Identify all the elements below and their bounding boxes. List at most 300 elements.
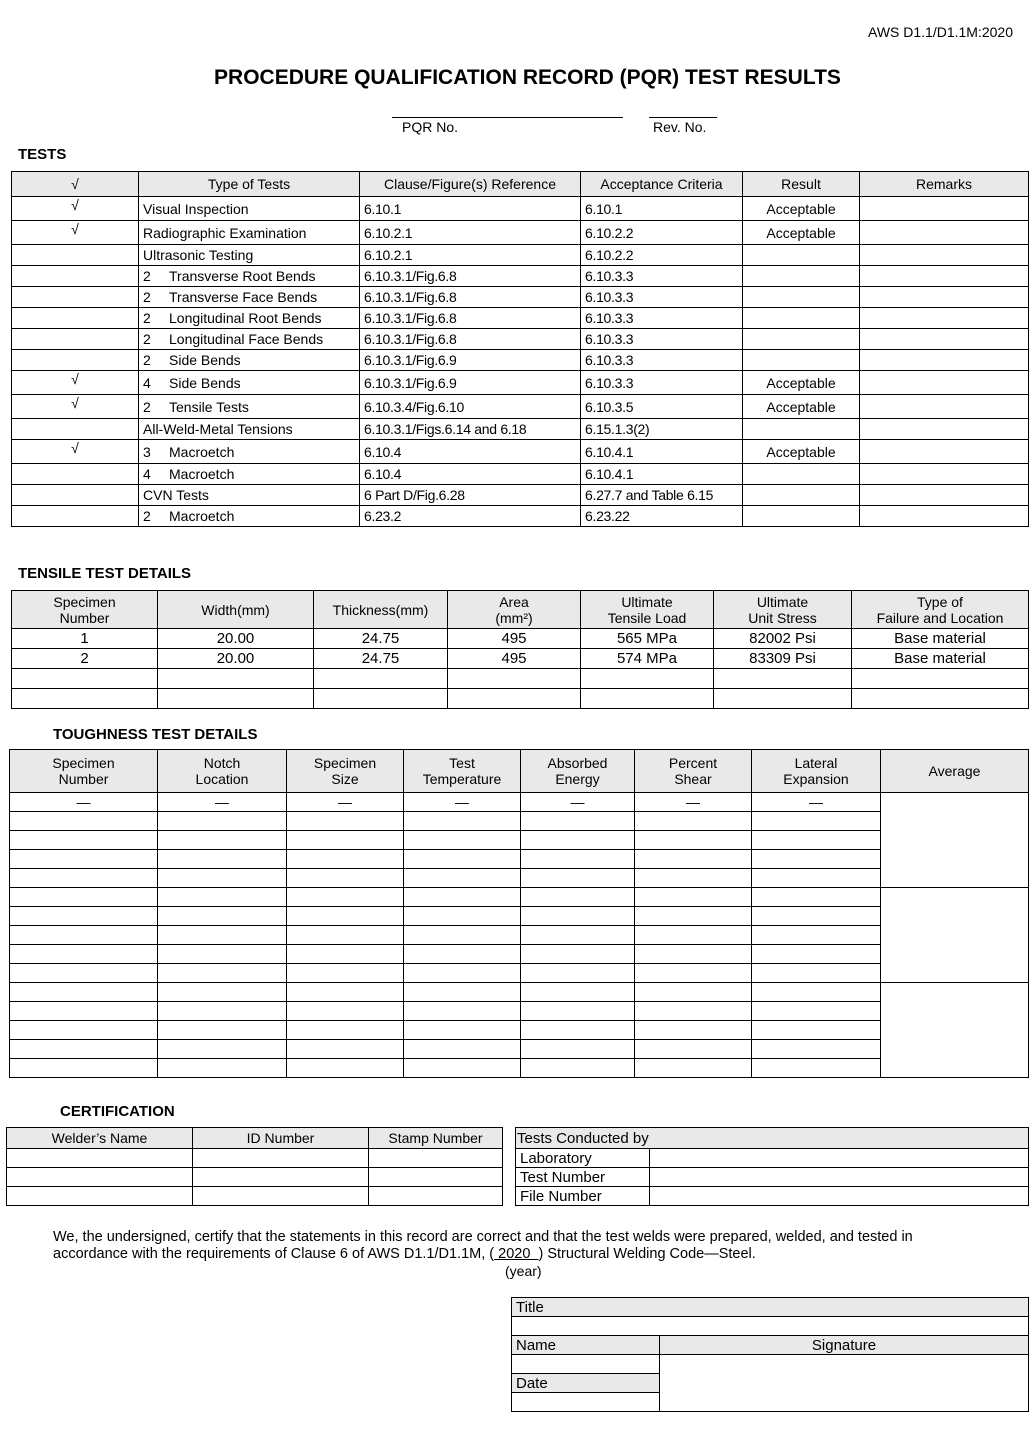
- toughness-cell[interactable]: [404, 907, 521, 926]
- check-mark[interactable]: √: [12, 197, 139, 221]
- test-type-label: Side Bends: [169, 374, 241, 391]
- tensile-cell[interactable]: 1: [12, 629, 158, 649]
- remarks-cell[interactable]: [860, 197, 1029, 221]
- id-number-cell[interactable]: [193, 1187, 369, 1206]
- test-type-label: Side Bends: [169, 352, 241, 368]
- toughness-row: [10, 888, 1029, 907]
- toughness-cell[interactable]: [10, 907, 158, 926]
- toughness-cell[interactable]: [752, 831, 881, 850]
- average-cell[interactable]: [881, 983, 1029, 1078]
- header-line: Ultimate: [756, 593, 809, 610]
- result-cell[interactable]: Acceptable: [743, 440, 860, 464]
- header-line: Absorbed: [547, 755, 608, 771]
- toughness-cell[interactable]: [10, 945, 158, 964]
- remarks-cell[interactable]: [860, 395, 1029, 419]
- clause-reference: 6.10.3.1/Fig.6.8: [360, 266, 581, 287]
- tensile-cell[interactable]: 83309 Psi: [714, 649, 852, 669]
- acceptance-criteria: 6.10.3.3: [581, 371, 743, 395]
- toughness-cell[interactable]: [635, 945, 752, 964]
- toughness-cell[interactable]: [158, 1002, 287, 1021]
- toughness-cell[interactable]: [635, 1002, 752, 1021]
- toughness-cell[interactable]: [752, 983, 881, 1002]
- header-line: Expansion: [783, 771, 849, 787]
- test-type-cell: [139, 485, 360, 506]
- toughness-table: [9, 749, 1029, 1078]
- result-cell[interactable]: [743, 506, 860, 527]
- remarks-cell[interactable]: [860, 245, 1029, 266]
- tensile-col-header: [158, 591, 314, 629]
- toughness-cell[interactable]: [158, 1021, 287, 1040]
- remarks-cell[interactable]: [860, 350, 1029, 371]
- test-type-label: Macroetch: [169, 443, 235, 460]
- result-cell[interactable]: [743, 464, 860, 485]
- toughness-cell[interactable]: —: [752, 793, 881, 812]
- toughness-cell[interactable]: [404, 1021, 521, 1040]
- remarks-cell[interactable]: [860, 464, 1029, 485]
- date-field[interactable]: [512, 1393, 660, 1412]
- date-label: Date: [512, 1374, 660, 1393]
- toughness-cell[interactable]: [404, 964, 521, 983]
- tensile-cell[interactable]: Base material: [852, 649, 1029, 669]
- check-mark[interactable]: [12, 266, 139, 287]
- col-remarks: Remarks: [860, 172, 1029, 197]
- check-mark[interactable]: [12, 419, 139, 440]
- toughness-cell[interactable]: [635, 1040, 752, 1059]
- col-check: √: [12, 172, 139, 197]
- toughness-cell[interactable]: [635, 983, 752, 1002]
- tensile-cell[interactable]: [714, 669, 852, 689]
- toughness-cell[interactable]: [521, 945, 635, 964]
- toughness-cell[interactable]: [635, 831, 752, 850]
- toughness-row: [10, 907, 1029, 926]
- clause-reference: 6.10.2.1: [360, 245, 581, 266]
- tensile-cell[interactable]: [448, 669, 581, 689]
- year-field[interactable]: 2020: [494, 1246, 539, 1262]
- result-cell[interactable]: Acceptable: [743, 395, 860, 419]
- tests-section-title: TESTS: [18, 146, 67, 163]
- test-type-cell: [139, 371, 360, 395]
- toughness-row: [10, 964, 1029, 983]
- toughness-cell[interactable]: [10, 964, 158, 983]
- statement-line-1: We, the undersigned, certify that the statements in this record are correct and that the test welds were prepared, welded, and tested in: [53, 1229, 913, 1245]
- toughness-cell[interactable]: [158, 831, 287, 850]
- tensile-cell[interactable]: [714, 689, 852, 709]
- toughness-cell[interactable]: [404, 831, 521, 850]
- tensile-cell[interactable]: [852, 669, 1029, 689]
- toughness-cell[interactable]: [521, 812, 635, 831]
- tensile-cell[interactable]: 2: [12, 649, 158, 669]
- toughness-cell[interactable]: [404, 812, 521, 831]
- clause-reference: 6.10.3.1/Fig.6.8: [360, 287, 581, 308]
- toughness-cell[interactable]: [635, 869, 752, 888]
- test-row: [12, 245, 1029, 266]
- col-criteria: Acceptance Criteria: [581, 172, 743, 197]
- toughness-row: [10, 1021, 1029, 1040]
- check-mark[interactable]: [12, 464, 139, 485]
- certification-statement: [53, 1229, 953, 1263]
- welder-name-cell[interactable]: [7, 1149, 193, 1168]
- tensile-cell[interactable]: Base material: [852, 629, 1029, 649]
- result-cell[interactable]: [743, 308, 860, 329]
- toughness-cell[interactable]: [521, 869, 635, 888]
- toughness-cell[interactable]: [10, 869, 158, 888]
- toughness-cell[interactable]: [752, 850, 881, 869]
- col-type: Type of Tests: [139, 172, 360, 197]
- acceptance-criteria: 6.10.3.3: [581, 266, 743, 287]
- toughness-cell[interactable]: [287, 907, 404, 926]
- average-cell[interactable]: [881, 793, 1029, 888]
- tensile-col-header: [314, 591, 448, 629]
- remarks-cell[interactable]: [860, 221, 1029, 245]
- header-line: Energy: [555, 771, 600, 787]
- header-line: Type of: [917, 593, 963, 610]
- tests-table: [11, 171, 1029, 527]
- header-line: Specimen: [313, 755, 377, 771]
- test-row: [12, 506, 1029, 527]
- test-row: [12, 440, 1029, 464]
- check-mark[interactable]: √: [12, 371, 139, 395]
- toughness-cell[interactable]: [521, 983, 635, 1002]
- tensile-cell[interactable]: [158, 669, 314, 689]
- remarks-cell[interactable]: [860, 440, 1029, 464]
- toughness-cell[interactable]: [404, 888, 521, 907]
- remarks-cell[interactable]: [860, 308, 1029, 329]
- toughness-cell[interactable]: [404, 926, 521, 945]
- header-line: Test: [449, 755, 475, 771]
- tensile-col-header: [852, 591, 1029, 629]
- header-line: Area: [499, 593, 529, 610]
- welder-name-cell[interactable]: [7, 1168, 193, 1187]
- toughness-cell[interactable]: [752, 869, 881, 888]
- tensile-cell[interactable]: 574 MPa: [581, 649, 714, 669]
- toughness-cell[interactable]: [287, 926, 404, 945]
- toughness-cell[interactable]: [521, 831, 635, 850]
- toughness-row: [10, 1040, 1029, 1059]
- test-type-cell: [139, 395, 360, 419]
- toughness-cell[interactable]: [404, 1002, 521, 1021]
- result-cell[interactable]: [743, 329, 860, 350]
- toughness-cell[interactable]: —: [635, 793, 752, 812]
- toughness-cell[interactable]: —: [404, 793, 521, 812]
- toughness-cell[interactable]: —: [521, 793, 635, 812]
- stamp-number-cell[interactable]: [369, 1149, 503, 1168]
- header-line: (mm²): [495, 609, 533, 626]
- toughness-cell[interactable]: [521, 1021, 635, 1040]
- toughness-cell[interactable]: [287, 831, 404, 850]
- test-row: [12, 419, 1029, 440]
- toughness-cell[interactable]: [635, 1021, 752, 1040]
- toughness-cell[interactable]: —: [10, 793, 158, 812]
- toughness-cell[interactable]: [10, 850, 158, 869]
- toughness-cell[interactable]: [752, 1021, 881, 1040]
- check-mark[interactable]: [12, 350, 139, 371]
- toughness-col-header: [158, 750, 287, 793]
- check-mark[interactable]: [12, 506, 139, 527]
- toughness-cell[interactable]: [752, 945, 881, 964]
- file-number-label: File Number: [516, 1187, 650, 1206]
- clause-reference: 6.10.4: [360, 440, 581, 464]
- toughness-row: [10, 926, 1029, 945]
- toughness-cell[interactable]: [752, 907, 881, 926]
- toughness-cell[interactable]: [287, 869, 404, 888]
- toughness-cell[interactable]: [287, 983, 404, 1002]
- toughness-cell[interactable]: [158, 983, 287, 1002]
- toughness-cell[interactable]: [752, 964, 881, 983]
- toughness-cell[interactable]: [10, 1021, 158, 1040]
- clause-reference: 6.23.2: [360, 506, 581, 527]
- stamp-number-cell[interactable]: [369, 1168, 503, 1187]
- toughness-cell[interactable]: [404, 869, 521, 888]
- tensile-cell[interactable]: [852, 689, 1029, 709]
- toughness-cell[interactable]: —: [287, 793, 404, 812]
- tensile-cell[interactable]: [448, 689, 581, 709]
- toughness-cell[interactable]: [10, 831, 158, 850]
- toughness-cell[interactable]: [158, 1040, 287, 1059]
- tensile-cell[interactable]: [12, 669, 158, 689]
- tensile-cell[interactable]: 24.75: [314, 649, 448, 669]
- toughness-cell[interactable]: [287, 945, 404, 964]
- average-cell[interactable]: [881, 888, 1029, 983]
- header-line: Size: [331, 771, 359, 787]
- acceptance-criteria: 6.10.1: [581, 197, 743, 221]
- toughness-row: [10, 1002, 1029, 1021]
- header-line: Ultimate: [621, 593, 673, 610]
- test-type-label: Longitudinal Root Bends: [169, 310, 322, 326]
- test-row: [12, 308, 1029, 329]
- tensile-cell[interactable]: 495: [448, 629, 581, 649]
- toughness-cell[interactable]: [404, 850, 521, 869]
- welder-name-cell[interactable]: [7, 1187, 193, 1206]
- id-number-cell[interactable]: [193, 1149, 369, 1168]
- col-clause: Clause/Figure(s) Reference: [360, 172, 581, 197]
- toughness-cell[interactable]: [521, 926, 635, 945]
- toughness-cell[interactable]: [635, 964, 752, 983]
- tensile-cell[interactable]: [158, 689, 314, 709]
- remarks-cell[interactable]: [860, 419, 1029, 440]
- toughness-cell[interactable]: [287, 888, 404, 907]
- toughness-cell[interactable]: [635, 850, 752, 869]
- toughness-cell[interactable]: [287, 1059, 404, 1078]
- test-type-cell: [139, 221, 360, 245]
- tensile-cell[interactable]: [314, 689, 448, 709]
- result-cell[interactable]: Acceptable: [743, 221, 860, 245]
- result-cell[interactable]: [743, 287, 860, 308]
- tensile-cell[interactable]: 24.75: [314, 629, 448, 649]
- check-mark[interactable]: √: [12, 221, 139, 245]
- toughness-cell[interactable]: [752, 1059, 881, 1078]
- col-welder-name: Welder’s Name: [7, 1128, 193, 1149]
- test-type-cell: [139, 266, 360, 287]
- toughness-cell[interactable]: [10, 812, 158, 831]
- result-cell[interactable]: [743, 350, 860, 371]
- file-number-field[interactable]: [650, 1187, 1029, 1206]
- tensile-cell[interactable]: 495: [448, 649, 581, 669]
- toughness-cell[interactable]: [521, 964, 635, 983]
- remarks-cell[interactable]: [860, 287, 1029, 308]
- check-mark[interactable]: [12, 485, 139, 506]
- tests-conducted-table: [515, 1127, 1029, 1206]
- toughness-cell[interactable]: [635, 907, 752, 926]
- test-type-label: Ultrasonic Testing: [143, 247, 254, 263]
- acceptance-criteria: 6.23.22: [581, 506, 743, 527]
- tensile-cell[interactable]: [12, 689, 158, 709]
- test-type-label: Macroetch: [169, 508, 235, 524]
- header-line: Width(mm): [201, 601, 270, 618]
- toughness-cell[interactable]: [287, 812, 404, 831]
- toughness-cell[interactable]: [10, 983, 158, 1002]
- toughness-cell[interactable]: —: [158, 793, 287, 812]
- toughness-cell[interactable]: [635, 926, 752, 945]
- acceptance-criteria: 6.10.3.3: [581, 329, 743, 350]
- tensile-cell[interactable]: [581, 669, 714, 689]
- toughness-cell[interactable]: [158, 907, 287, 926]
- tensile-cell[interactable]: 82002 Psi: [714, 629, 852, 649]
- acceptance-criteria: 6.10.3.3: [581, 350, 743, 371]
- toughness-col-header: [10, 750, 158, 793]
- clause-reference: 6.10.3.1/Fig.6.9: [360, 371, 581, 395]
- test-row: [12, 266, 1029, 287]
- toughness-section-title: TOUGHNESS TEST DETAILS: [53, 726, 258, 743]
- tensile-cell[interactable]: [581, 689, 714, 709]
- toughness-cell[interactable]: [10, 1059, 158, 1078]
- result-cell[interactable]: [743, 485, 860, 506]
- toughness-cell[interactable]: [158, 964, 287, 983]
- result-cell[interactable]: Acceptable: [743, 197, 860, 221]
- toughness-cell[interactable]: [521, 850, 635, 869]
- toughness-cell[interactable]: [158, 945, 287, 964]
- toughness-cell[interactable]: [752, 1002, 881, 1021]
- tensile-col-header: [581, 591, 714, 629]
- title-field[interactable]: [512, 1317, 1029, 1336]
- toughness-cell[interactable]: [752, 888, 881, 907]
- toughness-cell[interactable]: [287, 1040, 404, 1059]
- check-mark[interactable]: [12, 245, 139, 266]
- test-type-cell: [139, 329, 360, 350]
- header-line: Shear: [674, 771, 712, 787]
- toughness-cell[interactable]: [10, 1002, 158, 1021]
- test-row: [12, 197, 1029, 221]
- result-cell[interactable]: [743, 245, 860, 266]
- check-mark[interactable]: [12, 308, 139, 329]
- pqr-no-field[interactable]: [392, 117, 623, 118]
- col-stamp-number: Stamp Number: [369, 1128, 503, 1149]
- test-number-field[interactable]: [650, 1168, 1029, 1187]
- remarks-cell[interactable]: [860, 506, 1029, 527]
- test-type-label: Tensile Tests: [169, 398, 249, 415]
- pqr-no-label: PQR No.: [402, 119, 459, 135]
- toughness-cell[interactable]: [287, 850, 404, 869]
- tensile-cell[interactable]: [314, 669, 448, 689]
- toughness-cell[interactable]: [635, 888, 752, 907]
- toughness-cell[interactable]: [10, 888, 158, 907]
- result-cell[interactable]: Acceptable: [743, 371, 860, 395]
- result-cell[interactable]: [743, 419, 860, 440]
- toughness-cell[interactable]: [521, 1059, 635, 1078]
- check-mark[interactable]: [12, 329, 139, 350]
- tensile-cell[interactable]: 565 MPa: [581, 629, 714, 649]
- test-row: [12, 350, 1029, 371]
- toughness-cell[interactable]: [287, 964, 404, 983]
- toughness-cell[interactable]: [404, 945, 521, 964]
- acceptance-criteria: 6.10.3.5: [581, 395, 743, 419]
- toughness-cell[interactable]: [404, 1059, 521, 1078]
- toughness-cell[interactable]: [287, 1002, 404, 1021]
- header-line: Specimen: [53, 593, 116, 610]
- header-line: Tensile Load: [607, 609, 687, 626]
- header-line: Number: [59, 609, 110, 626]
- tensile-cell[interactable]: 20.00: [158, 629, 314, 649]
- header-line: Specimen: [52, 755, 115, 771]
- tensile-cell[interactable]: 20.00: [158, 649, 314, 669]
- toughness-cell[interactable]: [158, 926, 287, 945]
- toughness-col-header: [752, 750, 881, 793]
- toughness-cell[interactable]: [10, 1040, 158, 1059]
- check-mark[interactable]: [12, 287, 139, 308]
- remarks-cell[interactable]: [860, 329, 1029, 350]
- toughness-cell[interactable]: [752, 1040, 881, 1059]
- name-field[interactable]: [512, 1355, 660, 1374]
- toughness-cell[interactable]: [521, 888, 635, 907]
- toughness-cell[interactable]: [287, 1021, 404, 1040]
- statement-line-2: [53, 1246, 953, 1263]
- header-line: Percent: [668, 755, 718, 771]
- toughness-cell[interactable]: [10, 926, 158, 945]
- toughness-cell[interactable]: [635, 1059, 752, 1078]
- check-mark[interactable]: √: [12, 395, 139, 419]
- acceptance-criteria: 6.10.2.2: [581, 245, 743, 266]
- toughness-cell[interactable]: [752, 812, 881, 831]
- tensile-col-header: [714, 591, 852, 629]
- toughness-cell[interactable]: [158, 888, 287, 907]
- id-number-cell[interactable]: [193, 1168, 369, 1187]
- toughness-cell[interactable]: [404, 983, 521, 1002]
- stamp-number-cell[interactable]: [369, 1187, 503, 1206]
- toughness-cell[interactable]: [404, 1040, 521, 1059]
- test-type-cell: [139, 419, 360, 440]
- toughness-cell[interactable]: [521, 1002, 635, 1021]
- title-label: Title: [512, 1298, 1029, 1317]
- result-cell[interactable]: [743, 266, 860, 287]
- test-type-label: Transverse Face Bends: [169, 289, 318, 305]
- toughness-row: [10, 983, 1029, 1002]
- test-type-label: Transverse Root Bends: [169, 268, 316, 284]
- toughness-cell[interactable]: [635, 812, 752, 831]
- rev-no-field[interactable]: [649, 117, 717, 118]
- laboratory-field[interactable]: [650, 1149, 1029, 1168]
- toughness-cell[interactable]: [158, 850, 287, 869]
- toughness-cell[interactable]: [521, 907, 635, 926]
- toughness-row: [10, 793, 1029, 812]
- remarks-cell[interactable]: [860, 371, 1029, 395]
- toughness-cell[interactable]: [158, 812, 287, 831]
- check-mark[interactable]: √: [12, 440, 139, 464]
- header-line: Failure and Location: [876, 609, 1004, 626]
- toughness-cell[interactable]: [158, 1059, 287, 1078]
- toughness-row: [10, 869, 1029, 888]
- remarks-cell[interactable]: [860, 485, 1029, 506]
- test-type-label: Radiographic Examination: [143, 224, 307, 241]
- remarks-cell[interactable]: [860, 266, 1029, 287]
- signature-field[interactable]: [660, 1355, 1029, 1412]
- header-line: Thickness(mm): [332, 601, 429, 618]
- toughness-cell[interactable]: [752, 926, 881, 945]
- toughness-row: [10, 945, 1029, 964]
- tests-conducted-title: Tests Conducted by: [516, 1128, 1029, 1149]
- statement-part-a: accordance with the requirements of Clause 6 of AWS D1.1/D1.1M, (: [53, 1246, 495, 1262]
- tensile-row: [12, 649, 1029, 669]
- toughness-cell[interactable]: [521, 1040, 635, 1059]
- toughness-cell[interactable]: [158, 869, 287, 888]
